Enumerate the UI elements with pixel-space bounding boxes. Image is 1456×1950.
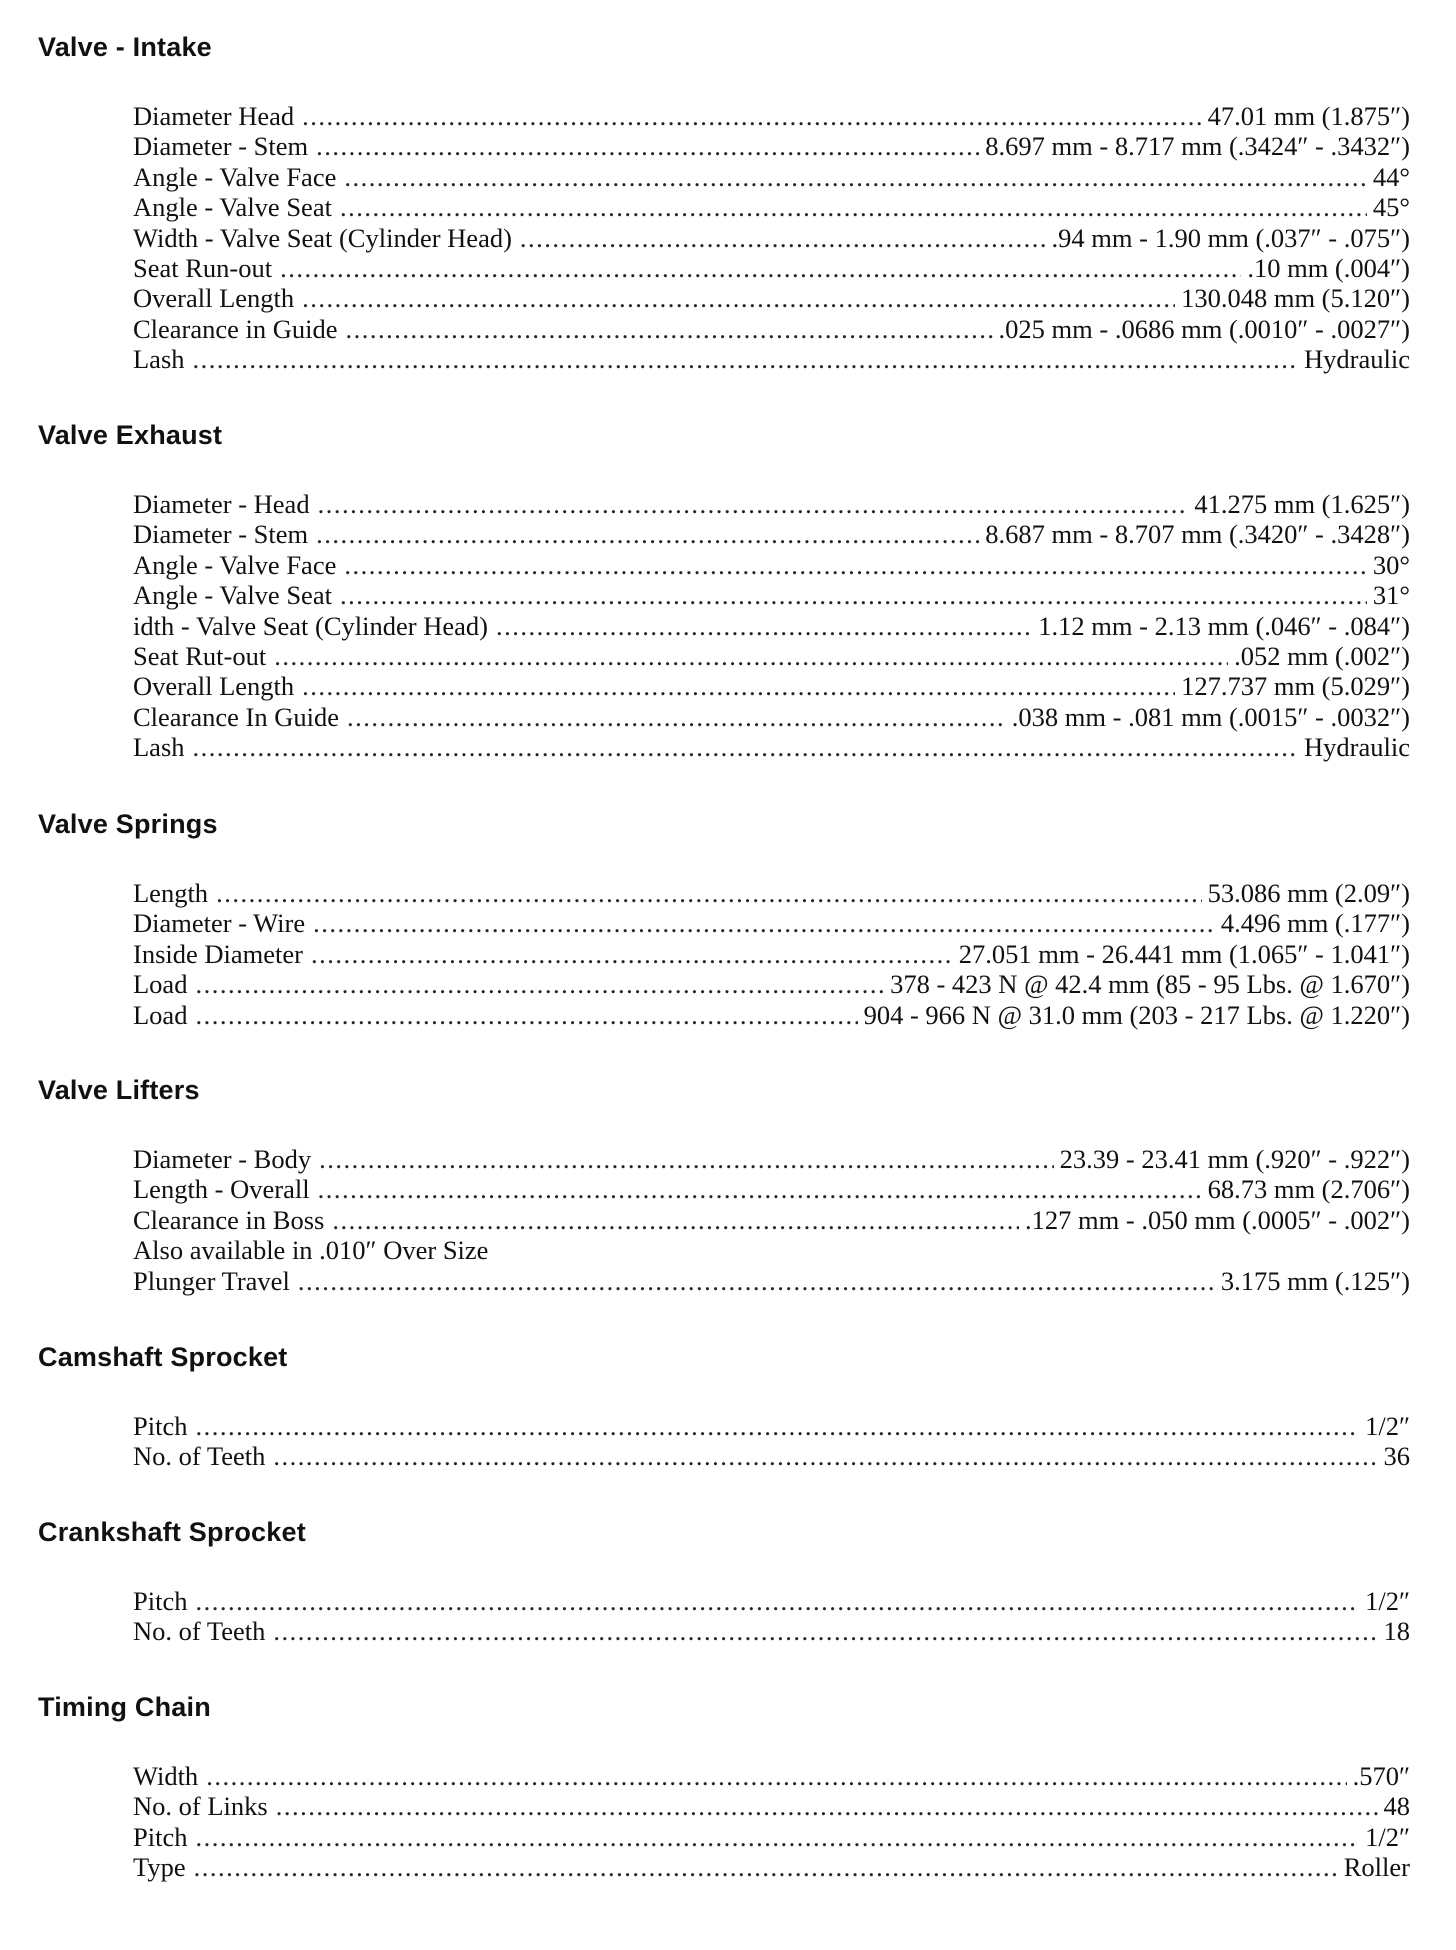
spec-label: idth - Valve Seat (Cylinder Head) [133, 610, 488, 641]
spec-value: 30° [1372, 549, 1410, 580]
spec-label: Lash [133, 732, 185, 763]
spec-list [133, 1586, 1410, 1647]
spec-list [133, 1411, 1410, 1472]
spec-row [133, 314, 1410, 344]
spec-row [133, 162, 1410, 192]
spec-value: .94 mm - 1.90 mm (.037″ - .075″) [1051, 222, 1410, 253]
spec-label: Pitch [133, 1586, 188, 1616]
spec-value: 1.12 mm - 2.13 mm (.046″ - .084″) [1038, 610, 1410, 641]
dot-leader [195, 1000, 857, 1030]
spec-value: .127 mm - .050 mm (.0005″ - .002″) [1025, 1204, 1410, 1235]
spec-value: .038 mm - .081 mm (.0015″ - .0032″) [1011, 701, 1410, 732]
spec-row [133, 671, 1410, 701]
spec-label: Length [133, 878, 209, 908]
dot-leader [316, 519, 979, 549]
dot-leader [195, 1822, 1359, 1852]
section-title: Camshaft Sprocket [38, 1342, 288, 1372]
spec-value: 1/2″ [1365, 1586, 1410, 1616]
spec-value: 904 - 966 N @ 31.0 mm (203 - 217 Lbs. @ 1.220″) [863, 999, 1410, 1030]
dot-leader [311, 939, 953, 969]
spec-row [133, 1174, 1410, 1204]
dot-leader [496, 611, 1032, 641]
dot-leader [194, 1852, 1338, 1882]
spec-value: Hydraulic [1304, 732, 1410, 763]
spec-row [133, 1791, 1410, 1821]
spec-value: .570″ [1352, 1761, 1410, 1791]
spec-value: 53.086 mm (2.09″) [1207, 878, 1410, 908]
spec-label: Length - Overall [133, 1174, 310, 1205]
spec-row [133, 1616, 1410, 1646]
spec-value: 44° [1372, 161, 1410, 192]
dot-leader [216, 878, 1202, 908]
spec-row [133, 1852, 1410, 1882]
spec-list [133, 1761, 1410, 1883]
spec-value: 3.175 mm (.125″) [1220, 1265, 1410, 1296]
spec-value: 23.39 - 23.41 mm (.920″ - .922″) [1059, 1144, 1410, 1174]
spec-row [133, 641, 1410, 671]
dot-leader [302, 283, 1175, 313]
dot-leader [340, 580, 1367, 610]
spec-row [133, 580, 1410, 610]
spec-value: 4.496 mm (.177″) [1220, 908, 1410, 939]
spec-list [133, 489, 1410, 763]
spec-label: Diameter - Body [133, 1144, 312, 1174]
spec-label: Width [133, 1761, 199, 1791]
spec-list [133, 1144, 1410, 1296]
spec-value: 47.01 mm (1.875″) [1207, 101, 1410, 131]
dot-leader [340, 192, 1367, 222]
spec-label: Overall Length [133, 671, 295, 702]
dot-leader [302, 671, 1175, 701]
spec-note [133, 1235, 1410, 1265]
spec-value: 1/2″ [1365, 1821, 1410, 1852]
dot-leader [195, 1586, 1359, 1616]
spec-value: 8.697 mm - 8.717 mm (.3424″ - .3432″) [985, 131, 1410, 162]
spec-row [133, 344, 1410, 374]
spec-row [133, 939, 1410, 969]
section-title: Timing Chain [38, 1692, 211, 1722]
spec-label: Load [133, 969, 188, 1000]
spec-row [133, 192, 1410, 222]
spec-value: 127.737 mm (5.029″) [1181, 671, 1410, 702]
spec-row [133, 489, 1410, 519]
dot-leader [193, 344, 1299, 374]
spec-label: Pitch [133, 1411, 188, 1441]
spec-label: Angle - Valve Face [133, 161, 337, 192]
dot-leader [346, 314, 993, 344]
spec-label: Inside Diameter [133, 938, 303, 969]
spec-label: Seat Rut-out [133, 640, 267, 671]
spec-row [133, 1822, 1410, 1852]
spec-row [133, 1441, 1410, 1471]
dot-leader [520, 223, 1046, 253]
spec-value: 8.687 mm - 8.707 mm (.3420″ - .3428″) [985, 519, 1410, 550]
dot-leader [313, 908, 1215, 938]
section-title: Crankshaft Sprocket [38, 1517, 306, 1547]
dot-leader [302, 101, 1201, 131]
dot-leader [319, 1144, 1054, 1174]
spec-label: No. of Teeth [133, 1441, 266, 1472]
spec-row [133, 702, 1410, 732]
spec-label: Clearance in Guide [133, 313, 338, 344]
dot-leader [332, 1205, 1019, 1235]
spec-label: Load [133, 999, 188, 1030]
spec-row [133, 101, 1410, 131]
spec-row [133, 969, 1410, 999]
dot-leader [276, 1791, 1378, 1821]
spec-row [133, 131, 1410, 161]
spec-label: Overall Length [133, 283, 295, 314]
dot-leader [273, 1616, 1377, 1646]
spec-label: Width - Valve Seat (Cylinder Head) [133, 222, 512, 253]
spec-row [133, 908, 1410, 938]
spec-row [133, 550, 1410, 580]
spec-label: Diameter - Stem [133, 519, 309, 550]
section-title: Valve - Intake [38, 32, 212, 62]
dot-leader [344, 162, 1367, 192]
spec-value: 68.73 mm (2.706″) [1207, 1174, 1410, 1205]
spec-label: No. of Teeth [133, 1616, 266, 1647]
spec-row [133, 732, 1410, 762]
spec-value: 36 [1383, 1441, 1410, 1472]
spec-value: 27.051 mm - 26.441 mm (1.065″ - 1.041″) [958, 938, 1410, 969]
spec-label: Lash [133, 344, 185, 375]
spec-value: 130.048 mm (5.120″) [1181, 283, 1410, 314]
spec-row [133, 519, 1410, 549]
spec-value: 18 [1383, 1616, 1410, 1647]
spec-value: 45° [1372, 192, 1410, 223]
dot-leader [318, 1174, 1202, 1204]
spec-list [133, 878, 1410, 1030]
spec-value: Hydraulic [1304, 344, 1410, 375]
spec-label: Clearance in Boss [133, 1204, 325, 1235]
spec-row [133, 1266, 1410, 1296]
spec-label: Angle - Valve Seat [133, 192, 332, 223]
spec-label: Type [133, 1852, 186, 1883]
spec-label: Diameter - Head [133, 489, 310, 519]
spec-value: Roller [1343, 1852, 1410, 1883]
spec-value: 378 - 423 N @ 42.4 mm (85 - 95 Lbs. @ 1.670″) [890, 969, 1410, 1000]
section-title: Valve Lifters [38, 1075, 200, 1105]
spec-value: .025 mm - .0686 mm (.0010″ - .0027″) [998, 313, 1410, 344]
dot-leader [344, 550, 1367, 580]
spec-label: Clearance In Guide [133, 701, 340, 732]
spec-row [133, 1144, 1410, 1174]
spec-label: Also available in .010″ Over Size [133, 1235, 489, 1266]
spec-row [133, 253, 1410, 283]
spec-value: 1/2″ [1365, 1411, 1410, 1441]
spec-label: Angle - Valve Seat [133, 580, 332, 611]
spec-row [133, 1205, 1410, 1235]
dot-leader [347, 702, 1006, 732]
section-title: Valve Springs [38, 809, 218, 839]
spec-label: Seat Run-out [133, 252, 273, 283]
spec-list [133, 101, 1410, 375]
dot-leader [193, 732, 1299, 762]
spec-value: .10 mm (.004″) [1247, 252, 1410, 283]
dot-leader [274, 641, 1228, 671]
spec-label: Angle - Valve Face [133, 549, 337, 580]
spec-value: 31° [1372, 580, 1410, 611]
dot-leader [318, 489, 1189, 519]
spec-value: 48 [1383, 1791, 1410, 1822]
spec-row [133, 1000, 1410, 1030]
dot-leader [316, 131, 979, 161]
spec-row [133, 223, 1410, 253]
spec-label: Diameter - Stem [133, 131, 309, 162]
dot-leader [280, 253, 1241, 283]
spec-row [133, 1411, 1410, 1441]
spec-label: No. of Links [133, 1791, 268, 1822]
spec-value: .052 mm (.002″) [1234, 640, 1410, 671]
spec-row [133, 611, 1410, 641]
dot-leader [273, 1441, 1377, 1471]
spec-row [133, 1761, 1410, 1791]
spec-row [133, 283, 1410, 313]
dot-leader [298, 1266, 1215, 1296]
spec-label: Plunger Travel [133, 1265, 290, 1296]
dot-leader [206, 1761, 1346, 1791]
spec-label: Diameter Head [133, 101, 295, 131]
dot-leader [195, 969, 884, 999]
spec-value: 41.275 mm (1.625″) [1194, 489, 1410, 519]
section-title: Valve Exhaust [38, 420, 223, 450]
spec-row [133, 1586, 1410, 1616]
dot-leader [195, 1411, 1359, 1441]
spec-label: Pitch [133, 1821, 188, 1852]
spec-label: Diameter - Wire [133, 908, 306, 939]
spec-row [133, 878, 1410, 908]
